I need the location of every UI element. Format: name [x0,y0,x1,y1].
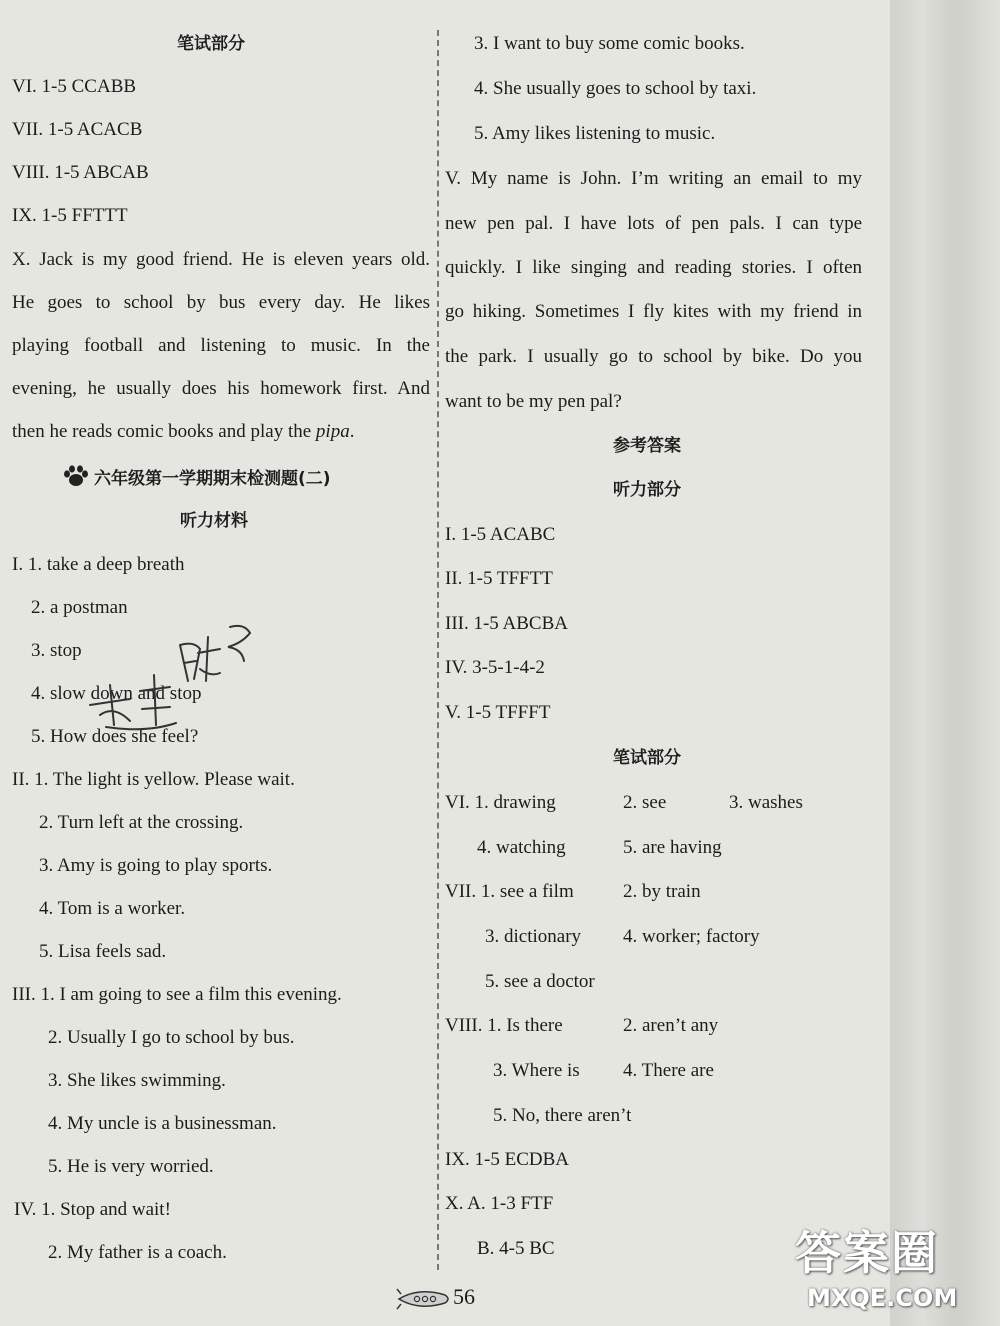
answer-line: III. 1-5 ABCBA [445,613,568,634]
listening-section-heading: 听力部分 [613,480,681,500]
list-item: 5. He is very worried. [48,1156,214,1177]
paragraph-line: the park. I usually go to school by bike. Do you [445,346,862,367]
answer-line: VII. 1-5 ACACB [12,119,143,140]
paragraph-text: . [349,421,355,442]
page-footer [395,1282,495,1316]
column-divider [437,30,439,1270]
list-item: 5. How does she feel? [31,726,199,747]
answer-item: 3. Where is [493,1060,580,1081]
answer-item: VII. 1. see a film [445,881,574,902]
list-item: I. 1. take a deep breath [12,554,185,575]
paragraph-line [12,420,354,444]
answer-line: I. 1-5 ACABC [445,524,556,545]
watermark-url: MXQE.COM [807,1284,958,1312]
italic-word: pipa [315,421,350,442]
written-section-heading: 笔试部分 [177,34,245,54]
paragraph-line: want to be my pen pal? [445,391,622,412]
list-item: 4. slow down and stop [31,683,202,704]
answer-line: VI. 1-5 CCABB [12,76,137,97]
paw-icon [62,465,90,487]
list-item: 2. a postman [31,597,128,618]
list-item: 4. She usually goes to school by taxi. [474,78,757,99]
paragraph-line: new pen pal. I have lots of pen pals. I can type [445,213,862,234]
paragraph-line: playing football and listening to music. In the [12,335,430,356]
answer-item: 5. are having [623,837,722,858]
site-watermark [795,1225,995,1325]
answer-item: 4. worker; factory [623,926,760,947]
paragraph-line: evening, he usually does his homework first. And [12,378,430,399]
page-edge [890,0,1000,1326]
answer-item: 5. see a doctor [485,971,595,992]
answer-item: 2. see [623,792,667,813]
paragraph-line: quickly. I like singing and reading stories. I often [445,257,862,278]
list-item: II. 1. The light is yellow. Please wait. [12,769,295,790]
test-title-text: 六年级第一学期期末检测题(二) [94,469,331,489]
reference-answer-heading: 参考答案 [613,436,681,456]
answer-line: IX. 1-5 FFTTT [12,205,128,226]
answer-line: II. 1-5 TFFTT [445,568,553,589]
listening-material-heading: 听力材料 [180,511,248,531]
answer-item: 2. by train [623,881,701,902]
paragraph-line: V. My name is John. I’m writing an email to my [445,168,862,189]
answer-item: VI. 1. drawing [445,792,556,813]
list-item: 3. I want to buy some comic books. [474,33,745,54]
list-item: 2. My father is a coach. [48,1242,227,1263]
answer-line: V. 1-5 TFFFT [445,702,551,723]
test-title [62,465,331,491]
watermark-logo-text: 答案圈 [795,1226,939,1280]
answer-item: 3. dictionary [485,926,582,947]
answer-item: 4. There are [623,1060,714,1081]
paragraph-line: X. Jack is my good friend. He is eleven years old. [12,249,430,270]
list-item: 2. Turn left at the crossing. [39,812,244,833]
written-section-heading: 笔试部分 [613,748,681,768]
list-item: 3. She likes swimming. [48,1070,226,1091]
answer-line: X. A. 1-3 FTF [445,1193,554,1214]
answer-line: IV. 3-5-1-4-2 [445,657,545,678]
paragraph-line: He goes to school by bus every day. He likes [12,292,430,313]
answer-line: VIII. 1-5 ABCAB [12,162,149,183]
page-number: 56 [453,1284,475,1309]
paragraph-text: then he reads comic books and play the [12,421,316,442]
list-item: 3. stop [31,640,82,661]
list-item: III. 1. I am going to see a film this evening. [12,984,342,1005]
list-item: 3. Amy is going to play sports. [39,855,273,876]
list-item: 5. Amy likes listening to music. [474,123,716,144]
rocket-icon [395,1286,453,1312]
list-item: 4. Tom is a worker. [39,898,186,919]
answer-line: B. 4-5 BC [477,1238,555,1259]
answer-item: 5. No, there aren’t [493,1105,632,1126]
answer-item: 3. washes [729,792,803,813]
list-item: 5. Lisa feels sad. [39,941,167,962]
paragraph-line: go hiking. Sometimes I fly kites with my friend in [445,301,862,322]
answer-item: 4. watching [477,837,566,858]
list-item: 2. Usually I go to school by bus. [48,1027,295,1048]
answer-item: VIII. 1. Is there [445,1015,563,1036]
list-item: 4. My uncle is a businessman. [48,1113,277,1134]
list-item: IV. 1. Stop and wait! [14,1199,171,1220]
answer-item: 2. aren’t any [623,1015,719,1036]
answer-line: IX. 1-5 ECDBA [445,1149,570,1170]
